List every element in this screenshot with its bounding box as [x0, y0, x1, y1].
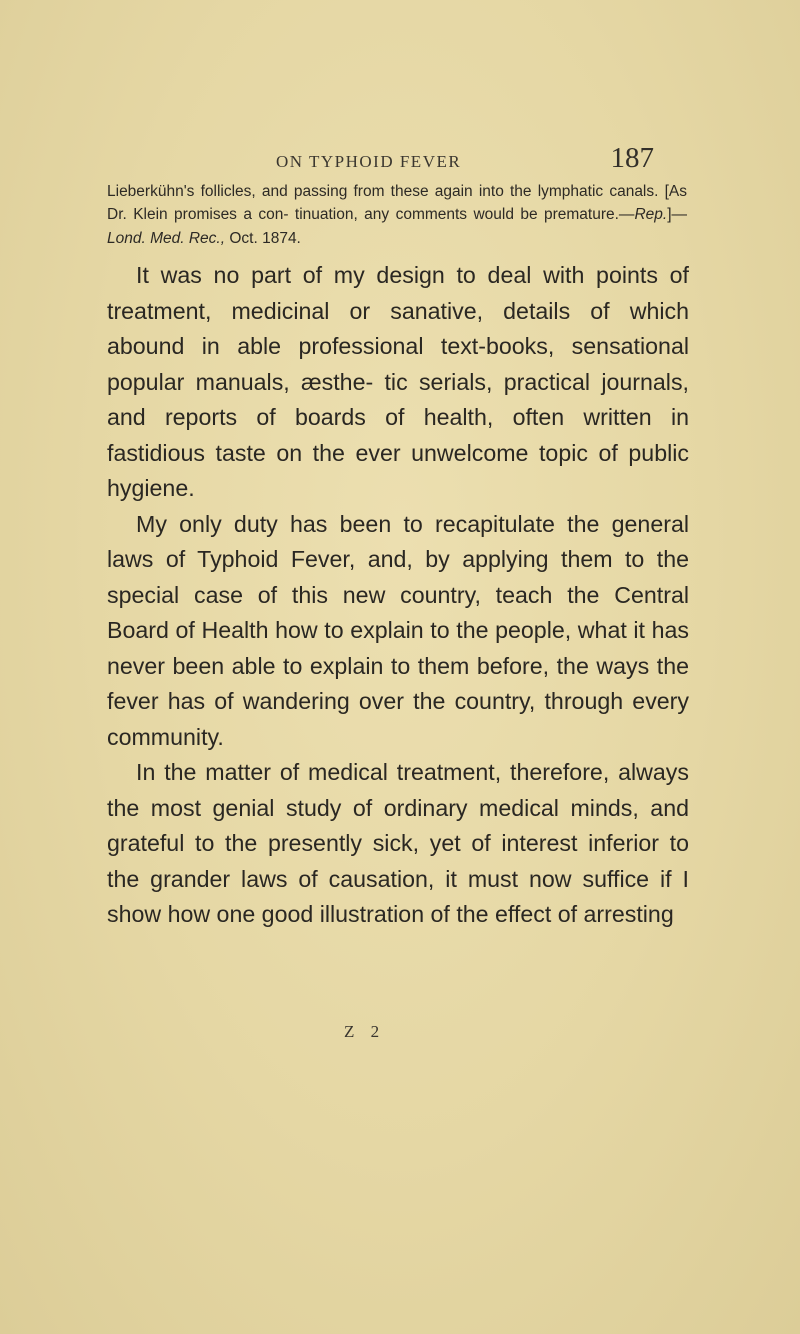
footnote — [107, 180, 687, 250]
signature-mark: Z 2 — [344, 1022, 386, 1041]
footnote-text-3: Oct. 1874. — [225, 229, 301, 247]
paragraph-1: It was no part of my design to deal with points of treatment, medicinal or sanative, details of which abound in able professional text-books, sensational popular manuals, æsthe- tic serials, practical journals, and reports of boards of health, often written in fastidious taste on the ever unwelcome topic of public hygiene. — [107, 262, 689, 501]
footnote-journal: Lond. Med. Rec., — [107, 229, 226, 247]
paragraph-3: In the matter of medical treatment, therefore, always the most genial study of ordinary medical minds, and grateful to the presently sick, yet of interest inferior to the grander laws of causation, it must now suffice if I show how one good illustration of the effect of arresting — [107, 759, 689, 927]
running-title: ON TYPHOID FEVER — [276, 152, 462, 171]
running-head — [262, 142, 654, 182]
body-text — [107, 258, 689, 933]
footnote-rep: Rep. — [634, 206, 668, 224]
footnote-text-2: ]— — [667, 206, 687, 224]
footnote-text-1: Lieberkühn's follicles, and passing from these again into the lymphatic canals. [As Dr. Klein promises a con- tinuation, any comments would be premature.— — [107, 183, 687, 224]
paragraph-2: My only duty has been to recapitulate the general laws of Typhoid Fever, and, by applying them to the special case of this new country, teach the Central Board of Health how to explain to the people, what it has never been able to explain to them before, the ways the fever has of wandering over the country, through every community. — [107, 510, 689, 750]
page-number: 187 — [610, 142, 654, 174]
